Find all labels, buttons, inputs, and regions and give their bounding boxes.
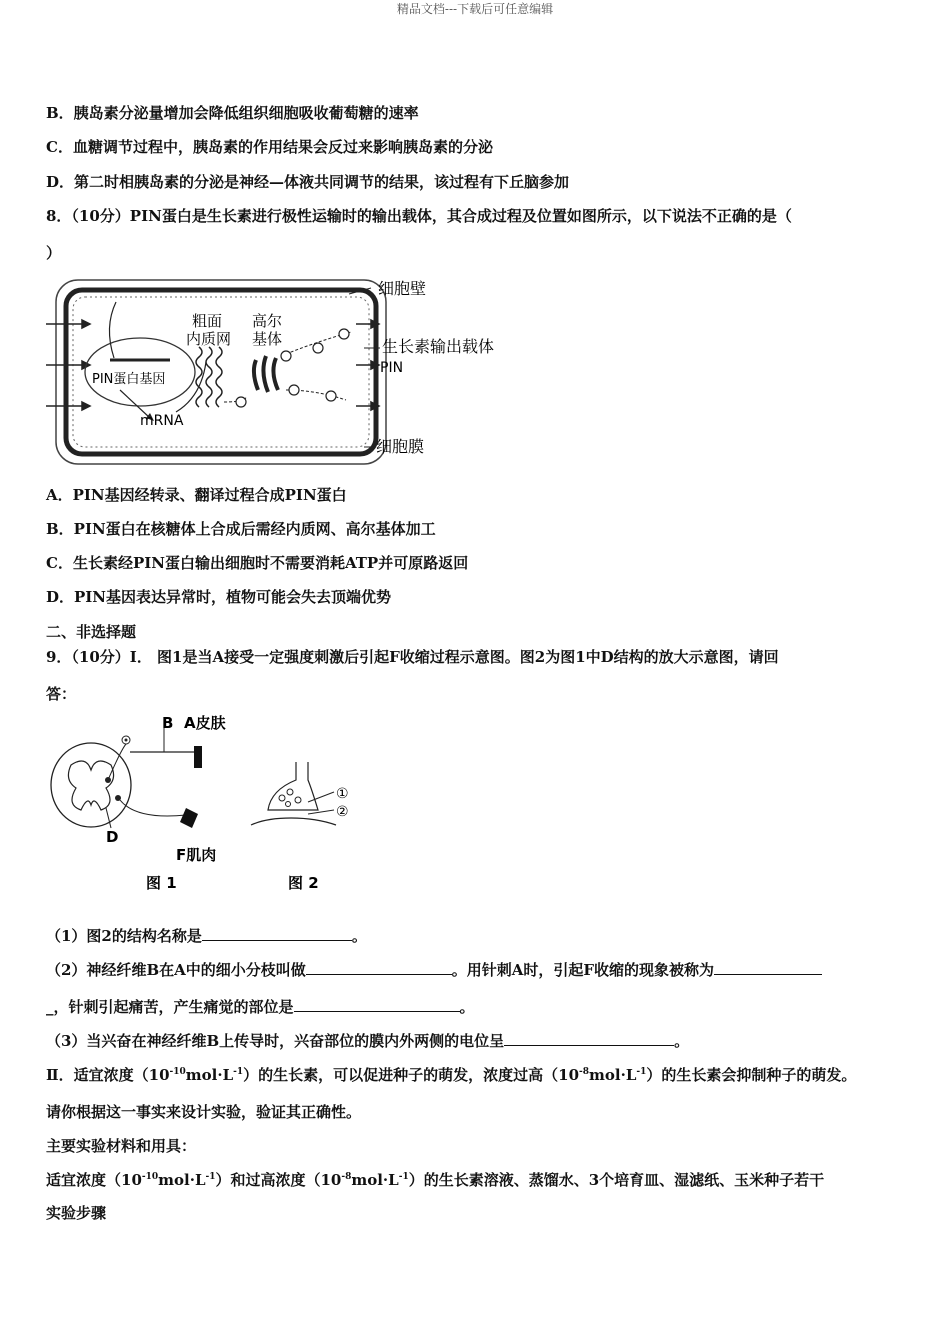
fig2-caption: 图 2 <box>288 874 319 892</box>
label-d: D <box>106 828 119 846</box>
answer-blank-3[interactable] <box>714 960 822 975</box>
q9-sub3: （3）当兴奋在神经纤维B上传导时，兴奋部位的膜内外两侧的电位呈 。 <box>46 1032 690 1050</box>
answer-blank-4[interactable] <box>294 997 460 1012</box>
q8-stem: 8．（10分）PIN蛋白是生长素进行极性运输时的输出载体，其合成过程及位置如图所示，以下说法不正确的是（ <box>46 207 792 225</box>
synapse-knob <box>268 762 318 810</box>
q8-option-a: A．PIN基因经转录、翻译过程合成PIN蛋白 <box>46 486 347 504</box>
answer-blank-5[interactable] <box>504 1031 674 1046</box>
q9-sub2: （2）神经纤维B在A中的细小分枝叫做 。用针刺A时，引起F收缩的现象被称为 <box>46 959 822 980</box>
q8-option-b: B．PIN蛋白在核糖体上合成后需经内质网、高尔基体加工 <box>46 520 436 538</box>
materials-title: 主要实验材料和用具： <box>46 1137 197 1155</box>
section-title: 二、非选择题 <box>46 623 137 641</box>
mrna-label: mRNA <box>140 413 184 429</box>
q8-stem-end: ） <box>46 244 62 262</box>
q8-option-c: C．生长素经PIN蛋白输出细胞时不需要消耗ATP并可原路返回 <box>46 554 469 572</box>
fig1-caption: 图 1 <box>146 874 177 892</box>
pin-gene-label: PIN蛋白基因 <box>92 372 166 387</box>
q7-option-d: D．第二时相胰岛素的分泌是神经—体液共同调节的结果，该过程有下丘脑参加 <box>46 173 570 191</box>
label-f-muscle: F肌肉 <box>176 846 217 864</box>
answer-blank-2[interactable] <box>306 960 452 975</box>
rer-shape <box>196 347 222 407</box>
q8-option-d: D．PIN基因表达异常时，植物可能会失去顶端优势 <box>46 588 392 606</box>
synaptic-vesicles <box>279 789 301 807</box>
golgi-shape <box>254 356 278 392</box>
label-b: B <box>162 714 174 732</box>
reflex-arc-diagram <box>46 710 366 895</box>
q9-sub1: （1）图2的结构名称是 。 <box>46 927 367 945</box>
steps-title: 实验步骤 <box>46 1204 107 1222</box>
cell-wall-label: 细胞壁 <box>378 279 427 298</box>
skin-receptor <box>194 746 202 768</box>
golgi-label-1: 高尔 <box>252 312 283 330</box>
mark-1: ① <box>336 786 349 802</box>
answer-blank-1[interactable] <box>202 926 352 941</box>
auxin-carrier-label: 生长素输出载体 <box>382 337 495 356</box>
mark-2: ② <box>336 804 349 820</box>
q9-part2: Ⅱ．适宜浓度$(10^{-10}mol\cdot L^{-1})$的生长素，可以促进种子的萌发，浓度过高$(10^{-8}mol\cdot L^{-1})$的生长素会抑制种子的萌发。 <box>46 1066 857 1084</box>
q7-option-c: C．血糖调节过程中，胰岛素的作用结果会反过来影响胰岛素的分泌 <box>46 138 493 156</box>
cell-membrane-label: 细胞膜 <box>376 437 425 456</box>
golgi-label-2: 基体 <box>252 330 283 348</box>
q9-part2-line2: 请你根据这一事实来设计实验，验证其正确性。 <box>46 1103 362 1121</box>
label-a-skin: A皮肤 <box>184 714 226 732</box>
pin-cell-diagram <box>46 272 516 472</box>
materials-list: 适宜浓度$(10^{-10}mol\cdot L^{-1})$和过高浓度$(10^{-8}mol\cdot L^{-1})$的生长素溶液、蒸馏水、3个培育皿、湿滤纸、玉米种子若干 <box>46 1171 825 1189</box>
q9-stem-end: 答： <box>46 685 77 703</box>
q7-option-b: B．胰岛素分泌量增加会降低组织细胞吸收葡萄糖的速率 <box>46 104 419 122</box>
page-header: 精品文档---下载后可任意编辑 <box>396 2 554 16</box>
pin-label: PIN <box>380 360 404 376</box>
rer-label-2: 内质网 <box>186 330 232 348</box>
postsynaptic-membrane <box>251 818 336 825</box>
q9-stem: 9．（10分）Ⅰ． 图1是当A接受一定强度刺激后引起F收缩过程示意图。图2为图1中D结构的放大示意图，请回 <box>46 648 779 666</box>
rer-label-1: 粗面 <box>192 312 223 330</box>
muscle-effector <box>180 808 198 828</box>
q9-sub2-cont: _，针刺引起痛苦，产生痛觉的部位是 。 <box>46 998 475 1016</box>
